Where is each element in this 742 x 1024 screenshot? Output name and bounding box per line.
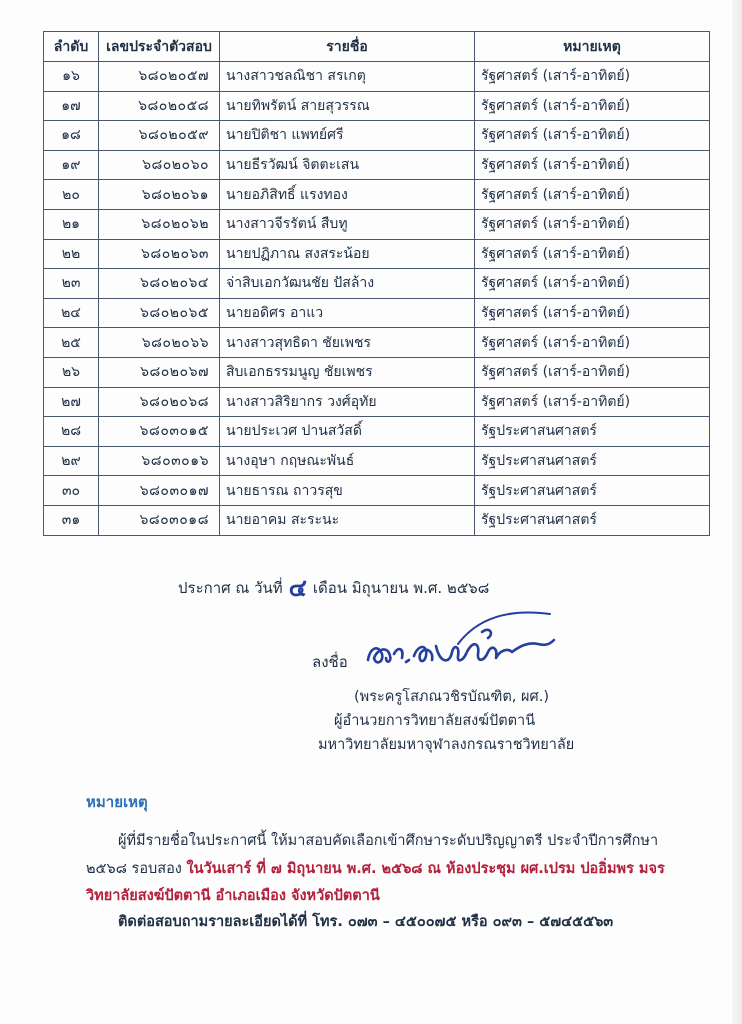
row-note: รัฐประศาสนศาสตร์ <box>475 476 710 506</box>
table-row <box>44 328 710 358</box>
row-name: นางสาวจีรรัตน์ สืบทู <box>220 209 475 239</box>
row-name: นายปฏิภาณ สงสระน้อย <box>220 239 475 269</box>
row-exam-id: ๖๘๐๓๐๑๘ <box>99 505 220 535</box>
row-name: สิบเอกธรรมนูญ ชัยเพชร <box>220 357 475 387</box>
row-note: รัฐศาสตร์ (เสาร์-อาทิตย์) <box>475 91 710 121</box>
row-order: ๒๕ <box>44 328 99 358</box>
table-row <box>44 387 710 417</box>
note-paragraph-line-1: ผู้ที่มีรายชื่อในประกาศนี้ ให้มาสอบคัดเลือกเข้าศึกษาระดับปริญญาตรี ประจำปีการศึกษา <box>118 833 659 849</box>
row-note: รัฐประศาสนศาสตร์ <box>475 446 710 476</box>
row-note: รัฐประศาสนศาสตร์ <box>475 505 710 535</box>
row-note: รัฐศาสตร์ (เสาร์-อาทิตย์) <box>475 121 710 151</box>
announcement-suffix: เดือน มิถุนายน พ.ศ. ๒๕๖๘ <box>312 579 490 597</box>
table-row <box>44 91 710 121</box>
row-note: รัฐศาสตร์ (เสาร์-อาทิตย์) <box>475 298 710 328</box>
row-name: นายอดิศร อาแว <box>220 298 475 328</box>
row-exam-id: ๖๘๐๒๐๖๑ <box>99 180 220 210</box>
signer-position-2: มหาวิทยาลัยมหาจุฬาลงกรณราชวิทยาลัย <box>318 737 575 753</box>
row-name: นางสาวสิริยากร วงศ์อุทัย <box>220 387 475 417</box>
table-body <box>44 62 710 536</box>
row-exam-id: ๖๘๐๒๐๖๔ <box>99 269 220 299</box>
note-year-round: ๒๕๖๘ รอบสอง <box>86 861 182 877</box>
table-row <box>44 357 710 387</box>
row-name: นางสาวชลณิชา สรเกตุ <box>220 62 475 92</box>
row-order: ๒๐ <box>44 180 99 210</box>
row-name: นายปิติชา แพทย์ศรี <box>220 121 475 151</box>
table-header-row <box>44 32 710 62</box>
signature-label: ลงชื่อ <box>312 653 348 671</box>
row-name: นายธารณ ถาวรสุข <box>220 476 475 506</box>
note-venue-location: วิทยาลัยสงฆ์ปัตตานี อำเภอเมือง จังหวัดปัตตานี <box>86 888 380 904</box>
row-exam-id: ๖๘๐๒๐๖๗ <box>99 357 220 387</box>
signer-position-1: ผู้อำนวยการวิทยาลัยสงฆ์ปัตตานี <box>334 713 536 729</box>
header-exam-id: เลขประจำตัวสอบ <box>99 32 220 62</box>
note-contact: ติดต่อสอบถามรายละเอียดได้ที่ โทร. ๐๗๓ – ๔๕๐๐๗๕ หรือ ๐๙๓ – ๕๗๔๕๕๖๓ <box>118 914 614 930</box>
row-order: ๑๖ <box>44 62 99 92</box>
row-order: ๒๙ <box>44 446 99 476</box>
row-name: จ่าสิบเอกวัฒนชัย ปัสล้าง <box>220 269 475 299</box>
note-heading: หมายเหตุ <box>86 793 148 811</box>
row-exam-id: ๖๘๐๒๐๖๖ <box>99 328 220 358</box>
header-name: รายชื่อ <box>220 32 475 62</box>
handwritten-signature <box>362 604 558 678</box>
table-row <box>44 209 710 239</box>
row-exam-id: ๖๘๐๒๐๖๓ <box>99 239 220 269</box>
row-note: รัฐประศาสนศาสตร์ <box>475 417 710 447</box>
row-note: รัฐศาสตร์ (เสาร์-อาทิตย์) <box>475 180 710 210</box>
row-order: ๓๑ <box>44 505 99 535</box>
table-row <box>44 150 710 180</box>
row-order: ๓๐ <box>44 476 99 506</box>
header-note: หมายเหตุ <box>475 32 710 62</box>
row-exam-id: ๖๘๐๒๐๖๒ <box>99 209 220 239</box>
row-exam-id: ๖๘๐๒๐๕๙ <box>99 121 220 151</box>
row-note: รัฐศาสตร์ (เสาร์-อาทิตย์) <box>475 269 710 299</box>
header-order: ลำดับ <box>44 32 99 62</box>
note-paragraph-line-2 <box>86 857 665 880</box>
row-exam-id: ๖๘๐๓๐๑๗ <box>99 476 220 506</box>
row-order: ๒๑ <box>44 209 99 239</box>
signer-name: (พระครูโสภณวชิรบัณฑิต, ผศ.) <box>354 689 549 705</box>
announcement-day: ๔ <box>288 574 307 602</box>
row-note: รัฐศาสตร์ (เสาร์-อาทิตย์) <box>475 239 710 269</box>
table-row <box>44 446 710 476</box>
announcement-prefix: ประกาศ ณ วันที่ <box>178 579 283 597</box>
row-name: นางอุษา กฤษณะพันธ์ <box>220 446 475 476</box>
row-note: รัฐศาสตร์ (เสาร์-อาทิตย์) <box>475 357 710 387</box>
row-exam-id: ๖๘๐๒๐๖๕ <box>99 298 220 328</box>
row-name: นายอภิสิทธิ์ แรงทอง <box>220 180 475 210</box>
row-name: นายประเวศ ปานสวัสดิ์ <box>220 417 475 447</box>
row-order: ๒๗ <box>44 387 99 417</box>
row-order: ๒๓ <box>44 269 99 299</box>
row-name: นางสาวสุทธิดา ชัยเพชร <box>220 328 475 358</box>
row-name: นายทิพรัตน์ สายสุวรรณ <box>220 91 475 121</box>
row-note: รัฐศาสตร์ (เสาร์-อาทิตย์) <box>475 62 710 92</box>
row-order: ๑๘ <box>44 121 99 151</box>
row-note: รัฐศาสตร์ (เสาร์-อาทิตย์) <box>475 150 710 180</box>
row-order: ๒๘ <box>44 417 99 447</box>
row-order: ๒๖ <box>44 357 99 387</box>
row-order: ๒๒ <box>44 239 99 269</box>
scan-edge <box>732 0 742 1024</box>
table-row <box>44 180 710 210</box>
table-row <box>44 298 710 328</box>
table-row <box>44 505 710 535</box>
row-note: รัฐศาสตร์ (เสาร์-อาทิตย์) <box>475 209 710 239</box>
table-row <box>44 62 710 92</box>
row-order: ๑๗ <box>44 91 99 121</box>
row-order: ๒๔ <box>44 298 99 328</box>
row-name: นายธีรวัฒน์ จิตตะเสน <box>220 150 475 180</box>
table-row <box>44 476 710 506</box>
row-exam-id: ๖๘๐๓๐๑๕ <box>99 417 220 447</box>
row-exam-id: ๖๘๐๒๐๖๐ <box>99 150 220 180</box>
table-row <box>44 269 710 299</box>
candidate-table <box>43 31 710 536</box>
row-note: รัฐศาสตร์ (เสาร์-อาทิตย์) <box>475 387 710 417</box>
table-row <box>44 239 710 269</box>
row-exam-id: ๖๘๐๒๐๖๘ <box>99 387 220 417</box>
row-note: รัฐศาสตร์ (เสาร์-อาทิตย์) <box>475 328 710 358</box>
table-row <box>44 417 710 447</box>
row-exam-id: ๖๘๐๒๐๕๗ <box>99 62 220 92</box>
row-name: นายอาคม สะระนะ <box>220 505 475 535</box>
note-exam-date-venue: ในวันเสาร์ ที่ ๗ มิถุนายน พ.ศ. ๒๕๖๘ ณ ห้องประชุม ผศ.เปรม ปออิ่มพร มจร <box>186 861 665 877</box>
row-exam-id: ๖๘๐๓๐๑๖ <box>99 446 220 476</box>
announcement-line <box>178 568 489 607</box>
row-exam-id: ๖๘๐๒๐๕๘ <box>99 91 220 121</box>
table-row <box>44 121 710 151</box>
row-order: ๑๙ <box>44 150 99 180</box>
